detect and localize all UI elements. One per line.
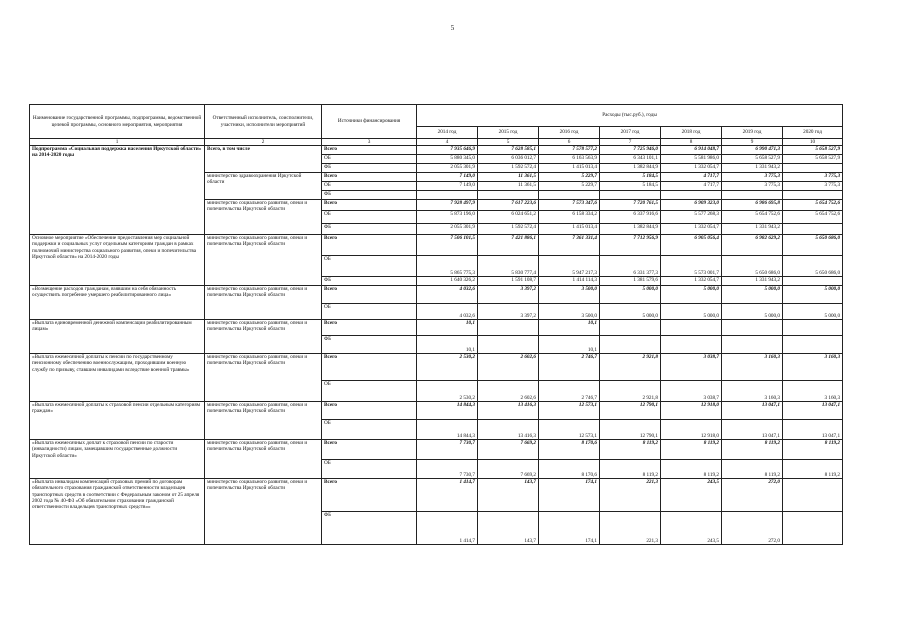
value-cell: 6 986 695,8 [722,200,783,211]
column-header-name: Наименование государственной программы, подпрограммы, ведомственной целевой программы, основного мероприятия, мероприятия [30,105,205,139]
source-cell: Всего [322,286,417,304]
column-number: 5 [478,139,539,146]
column-header-source: Источники финансирования [322,105,417,139]
value-cell: 6 982 629,2 [722,235,783,256]
value-cell: 143,7 [478,479,539,512]
value-cell: 2 746,7 [539,381,600,402]
value-cell [600,191,661,200]
column-number: 9 [722,139,783,146]
value-cell: 174,1 [539,512,600,545]
responsible-cell: министерство социального развития, опеки и попечительства Иркутской области [205,354,322,402]
value-cell: 7 617 223,6 [478,200,539,211]
value-cell: 5 830 777,4 [478,256,539,277]
table-row [30,105,843,127]
value-cell [661,336,722,354]
value-cell [661,191,722,200]
value-cell: 7 149,0 [417,182,478,191]
value-cell [478,320,539,336]
value-cell: 8 119,2 [783,440,843,460]
measure-name: Основное мероприятие «Обеспечение предоставления мер социальной поддержки и социальных услуг отдельным категориям граждан в рамках полномочий министерства социального развития, опеки и попечительства Иркутской области» на 2014-2020 годы [30,235,205,286]
source-cell: Всего [322,235,417,256]
source-cell: Всего [322,354,417,381]
value-cell: 6 905 056,4 [661,235,722,256]
value-cell: 5 000,0 [661,286,722,304]
value-cell: 12 790,1 [600,420,661,440]
source-cell: ФБ [322,191,417,200]
column-number: 10 [783,139,843,146]
value-cell: 8 119,2 [600,460,661,479]
responsible-cell: министерство здравоохранения Иркутской области [205,173,322,200]
value-cell [783,512,843,545]
value-cell: 4 717,7 [661,173,722,182]
value-cell: 7 669,2 [478,460,539,479]
source-cell: ОБ [322,304,417,320]
value-cell: 7 730,7 [417,440,478,460]
value-cell [478,191,539,200]
value-cell: 10,1 [539,336,600,354]
value-cell: 6 024 651,2 [478,211,539,224]
value-cell: 6 914 048,7 [661,146,722,155]
value-cell: 2 602,6 [478,354,539,381]
responsible-cell: министерство социального развития, опеки и попечительства Иркутской области [205,320,322,354]
value-cell: 10,1 [539,320,600,336]
value-cell: 5 658 527,9 [783,146,843,155]
table-row [30,146,843,155]
value-cell: 5 658 527,9 [722,155,783,164]
value-cell: 5 000,0 [600,286,661,304]
source-cell: Всего [322,173,417,182]
responsible-cell: министерство социального развития, опеки и попечительства Иркутской области [205,479,322,545]
value-cell: 10,1 [417,320,478,336]
value-cell: 4 032,6 [417,286,478,304]
value-cell: 8 119,2 [722,460,783,479]
value-cell: 8 170,6 [539,460,600,479]
value-cell: 1 414,7 [417,512,478,545]
value-cell: 1 331 943,2 [722,164,783,173]
value-cell: 8 119,2 [661,460,722,479]
source-cell: ОБ [322,420,417,440]
value-cell: 2 055 301,9 [417,224,478,235]
table-row [30,235,843,256]
value-cell [783,479,843,512]
subprogram-name: Подпрограмма «Социальная поддержка населения Иркутской области» на 2014-2020 годы [30,146,205,235]
value-cell: 5 654 752,6 [783,200,843,211]
value-cell [600,336,661,354]
value-cell: 1 381 579,6 [600,277,661,286]
value-cell: 6 331 377,3 [600,256,661,277]
value-cell [539,191,600,200]
column-number: 3 [322,139,417,146]
source-cell: ОБ [322,155,417,164]
value-cell: 3 500,0 [539,286,600,304]
table-row [30,402,843,420]
measure-name: «Выплата ежемесячной доплаты к пенсии по государственному пенсионному обеспечению военнослужащим, проходившим военную службу по призыву, ставшим инвалидами вследствие военной травмы» [30,354,205,402]
column-number: 7 [600,139,661,146]
value-cell: 3 775,3 [722,173,783,182]
value-cell: 174,1 [539,479,600,512]
value-cell: 5 654 752,6 [783,211,843,224]
value-cell: 13 047,1 [783,402,843,420]
value-cell [417,191,478,200]
value-cell: 7 628 585,1 [478,146,539,155]
responsible-cell: министерство социального развития, опеки и попечительства Иркутской области [205,440,322,479]
value-cell: 5 581 986,0 [661,155,722,164]
value-cell: 1 640 326,2 [417,277,478,286]
value-cell: 7 928 497,9 [417,200,478,211]
value-cell [722,191,783,200]
value-cell: 7 725 946,0 [600,146,661,155]
value-cell: 2 530,2 [417,381,478,402]
column-number: 2 [205,139,322,146]
value-cell: 5 880 345,0 [417,155,478,164]
value-cell: 5 577 268,3 [661,211,722,224]
column-number: 6 [539,139,600,146]
value-cell [783,277,843,286]
value-cell: 2 921,8 [600,354,661,381]
value-cell: 6 990 471,3 [722,146,783,155]
value-cell: 8 119,2 [722,440,783,460]
source-cell: ФБ [322,224,417,235]
value-cell: 243,5 [661,479,722,512]
source-cell: Всего [322,200,417,211]
value-cell: 1 331 943,2 [722,224,783,235]
value-cell: 3 160,3 [722,381,783,402]
value-cell: 5 229,7 [539,173,600,182]
value-cell: 3 775,3 [722,182,783,191]
value-cell: 1 415 013,4 [539,224,600,235]
value-cell: 7 361 331,4 [539,235,600,256]
value-cell: 12 573,1 [539,420,600,440]
value-cell: 12 790,1 [600,402,661,420]
value-cell: 5 658 527,9 [783,155,843,164]
value-cell: 5 865 775,3 [417,256,478,277]
source-cell: ОБ [322,460,417,479]
value-cell: 3 775,3 [783,173,843,182]
value-cell: 7 421 886,1 [478,235,539,256]
source-cell: ФБ [322,277,417,286]
source-cell: ФБ [322,512,417,545]
table-row [30,440,843,460]
value-cell: 5 650 686,0 [783,256,843,277]
value-cell: 243,5 [661,512,722,545]
value-cell: 1 591 108,7 [478,277,539,286]
value-cell: 7 669,2 [478,440,539,460]
value-cell: 5 573 001,7 [661,256,722,277]
value-cell: 12 573,1 [539,402,600,420]
measure-name: «Возмещение расходов гражданам, взявшим на себя обязанность осуществить погребение умершего реабилитированного лица» [30,286,205,320]
value-cell: 5 650 686,0 [722,256,783,277]
year-header: 2014 год [417,127,478,139]
value-cell: 3 038,7 [661,354,722,381]
value-cell: 6 163 563,9 [539,155,600,164]
value-cell: 272,0 [722,479,783,512]
value-cell: 11 361,5 [478,173,539,182]
value-cell: 1 592 572,4 [478,164,539,173]
value-cell: 3 397,2 [478,286,539,304]
year-header: 2020 год [783,127,843,139]
value-cell: 8 119,2 [783,460,843,479]
measure-name: «Выплата ежемесячной доплаты к страховой пенсии отдельным категориям граждан» [30,402,205,440]
column-header-expenses: Расходы (тыс.руб.), годы [417,105,843,127]
year-header: 2015 год [478,127,539,139]
value-cell [783,336,843,354]
value-cell: 1 592 572,4 [478,224,539,235]
responsible-cell: министерство социального развития, опеки и попечительства Иркутской области [205,402,322,440]
value-cell: 2 746,7 [539,354,600,381]
year-header: 2018 год [661,127,722,139]
value-cell [722,320,783,336]
value-cell: 2 602,6 [478,381,539,402]
value-cell: 6 158 334,2 [539,211,600,224]
value-cell: 5 000,0 [722,286,783,304]
measure-name: «Выплата инвалидам компенсаций страховых премий по договорам обязательного страхования гражданской ответственности владельцев транспортных средств в соответствии с Федеральным законом от 25 апреля 2002 года № 40-ФЗ «Об обязательном страховании гражданской ответственности владельцев транспортных средств»» [30,479,205,545]
source-cell: ОБ [322,256,417,277]
value-cell: 3 160,3 [783,354,843,381]
column-number: 1 [30,139,205,146]
value-cell: 13 047,1 [722,402,783,420]
value-cell [783,164,843,173]
value-cell: 12 918,0 [661,420,722,440]
value-cell: 6 343 101,1 [600,155,661,164]
value-cell: 6 036 012,7 [478,155,539,164]
value-cell: 2 530,2 [417,354,478,381]
value-cell: 3 038,7 [661,381,722,402]
measure-name: «Выплата единовременной денежной компенсации реабилитированным лицам» [30,320,205,354]
column-number: 4 [417,139,478,146]
value-cell: 13 047,1 [783,420,843,440]
value-cell: 6 909 323,0 [661,200,722,211]
value-cell: 2 055 301,9 [417,164,478,173]
value-cell: 3 397,2 [478,304,539,320]
expenditure-table [29,104,843,545]
source-cell: ОБ [322,211,417,224]
column-header-responsible: Ответственный исполнитель, соисполнители, участники, исполнители мероприятий [205,105,322,139]
value-cell: 5 000,0 [722,304,783,320]
value-cell: 2 921,8 [600,381,661,402]
measure-name: «Выплата ежемесячных доплат к страховой пенсии по старости (инвалидности) лицам, замещавшим государственные должности Иркутской области» [30,440,205,479]
value-cell: 1 414,7 [417,479,478,512]
value-cell: 1 382 844,9 [600,224,661,235]
value-cell: 143,7 [478,512,539,545]
value-cell: 5 000,0 [783,304,843,320]
year-header: 2016 год [539,127,600,139]
value-cell [722,336,783,354]
value-cell [661,320,722,336]
responsible-cell: Всего, в том числе [205,146,322,173]
value-cell: 5 000,0 [783,286,843,304]
value-cell: 3 160,3 [783,381,843,402]
value-cell: 5 654 752,6 [722,211,783,224]
source-cell: Всего [322,402,417,420]
year-header: 2019 год [722,127,783,139]
value-cell [600,320,661,336]
value-cell: 14 844,3 [417,420,478,440]
value-cell: 14 844,3 [417,402,478,420]
value-cell [783,320,843,336]
value-cell: 7 149,0 [417,173,478,182]
value-cell: 13 047,1 [722,420,783,440]
value-cell: 1 332 054,7 [661,277,722,286]
source-cell: ФБ [322,336,417,354]
value-cell: 1 414 114,3 [539,277,600,286]
responsible-cell: министерство социального развития, опеки и попечительства Иркутской области [205,235,322,286]
table-row [30,139,843,146]
value-cell: 5 000,0 [600,304,661,320]
value-cell: 5 000,0 [661,304,722,320]
value-cell: 6 337 916,6 [600,211,661,224]
value-cell: 7 935 646,9 [417,146,478,155]
value-cell: 13 416,3 [478,420,539,440]
year-header: 2017 год [600,127,661,139]
value-cell: 7 573 347,6 [539,200,600,211]
value-cell: 7 720 761,5 [600,200,661,211]
value-cell: 1 415 013,4 [539,164,600,173]
source-cell: Всего [322,320,417,336]
value-cell [478,336,539,354]
value-cell [783,191,843,200]
table-row [30,479,843,512]
source-cell: ОБ [322,381,417,402]
value-cell: 8 119,2 [661,440,722,460]
value-cell [783,224,843,235]
value-cell: 3 160,3 [722,354,783,381]
source-cell: Всего [322,440,417,460]
responsible-cell: министерство социального развития, опеки и попечительства Иркутской области [205,286,322,320]
value-cell: 11 361,5 [478,182,539,191]
value-cell: 221,3 [600,479,661,512]
value-cell: 10,1 [417,336,478,354]
value-cell: 1 332 054,7 [661,224,722,235]
value-cell: 4 717,7 [661,182,722,191]
value-cell: 272,0 [722,512,783,545]
value-cell: 5 650 686,0 [783,235,843,256]
table-row [30,354,843,381]
value-cell: 1 331 943,2 [722,277,783,286]
value-cell: 12 918,0 [661,402,722,420]
column-number: 8 [661,139,722,146]
value-cell: 8 170,6 [539,440,600,460]
source-cell: ОБ [322,182,417,191]
value-cell: 7 506 101,5 [417,235,478,256]
value-cell: 13 416,3 [478,402,539,420]
source-cell: Всего [322,146,417,155]
source-cell: ФБ [322,164,417,173]
value-cell: 5 229,7 [539,182,600,191]
table-row [30,320,843,336]
value-cell: 1 382 844,9 [600,164,661,173]
value-cell: 3 500,0 [539,304,600,320]
value-cell: 1 332 054,7 [661,164,722,173]
value-cell: 5 873 196,0 [417,211,478,224]
value-cell: 5 947 217,3 [539,256,600,277]
value-cell: 5 184,5 [600,182,661,191]
value-cell: 8 119,2 [600,440,661,460]
value-cell: 7 730,7 [417,460,478,479]
value-cell: 5 184,5 [600,173,661,182]
value-cell: 4 032,6 [417,304,478,320]
value-cell: 7 712 956,9 [600,235,661,256]
page-number: 5 [450,24,455,32]
value-cell: 7 578 577,2 [539,146,600,155]
source-cell: Всего [322,479,417,512]
responsible-cell: министерство социального развития, опеки и попечительства Иркутской области [205,200,322,235]
value-cell: 221,3 [600,512,661,545]
table-row [30,286,843,304]
value-cell: 3 775,3 [783,182,843,191]
